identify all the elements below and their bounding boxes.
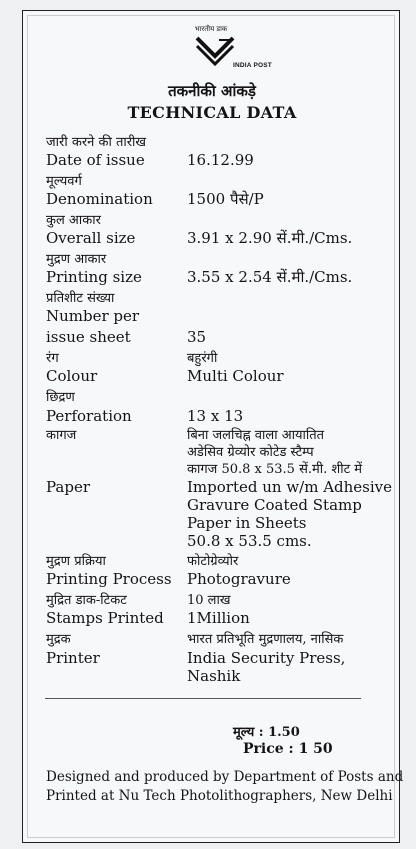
india-post-emblem-icon (195, 34, 235, 68)
hindi-label: मुद्रण प्रक्रिया (46, 554, 106, 569)
row-value: Gravure Coated Stamp (187, 496, 362, 514)
hindi-label: मुद्रण आकार (46, 252, 107, 267)
india-post-logo (23, 25, 401, 83)
hindi-value: अडेसिव ग्रेव्योर कोटेड स्टैम्प (187, 445, 314, 460)
row-value: 35 (187, 328, 207, 346)
price-english: Price : 1 50 (243, 741, 333, 757)
row-label: Perforation (46, 407, 132, 425)
hindi-label: कागज (46, 428, 77, 443)
row-value: 3.55 x 2.54 सें.मी./Cms. (187, 268, 353, 286)
hindi-label: मुद्रित डाक-टिकट (46, 593, 127, 608)
hindi-label: मुद्रक (46, 632, 71, 647)
row-value: Photogravure (187, 570, 291, 588)
row-label: Colour (46, 367, 98, 385)
technical-data-sheet (22, 10, 404, 843)
row-label: issue sheet (46, 328, 131, 346)
hindi-value: बहुरंगी (187, 351, 218, 366)
hindi-value: बिना जलचिह्न वाला आयातित (187, 428, 325, 443)
row-label: Date of issue (46, 151, 145, 169)
hindi-label: मूल्यवर्ग (46, 174, 82, 189)
logo-english-text: INDIA POST (233, 62, 272, 69)
logo-hindi-text: भारतीय डाक (194, 25, 228, 33)
row-label: Stamps Printed (46, 609, 164, 627)
row-value: India Security Press, (187, 649, 346, 667)
row-value: 1Million (187, 609, 250, 627)
hindi-value: भारत प्रतिभूति मुद्रणालय, नासिक (187, 632, 344, 647)
credits-line: Designed and produced by Department of Posts and (46, 769, 404, 785)
row-value: 3.91 x 2.90 सें.मी./Cms. (187, 229, 353, 247)
row-label: Paper (46, 478, 91, 496)
hindi-label: रंग (46, 351, 59, 366)
credits-line: Printed at Nu Tech Photolithographers, New Delhi (46, 788, 393, 804)
row-value: Multi Colour (187, 367, 284, 385)
hindi-value: कागज 50.8 x 53.5 सें.मी. शीट में (187, 462, 363, 477)
hindi-label: छिद्रण (46, 390, 75, 405)
title-english: TECHNICAL DATA (127, 103, 297, 122)
credits (46, 768, 404, 806)
hindi-label: प्रतिशीट संख्या (46, 291, 115, 306)
row-label: Printing Process (46, 570, 172, 588)
row-label: Printer (46, 649, 100, 667)
row-value: Nashik (187, 667, 241, 685)
row-value: 50.8 x 53.5 cms. (187, 532, 312, 550)
hindi-value: फोटोग्रेव्योर (187, 554, 239, 569)
title-hindi: तकनीकी आंकड़े (168, 82, 256, 100)
row-value: 16.12.99 (187, 151, 254, 169)
divider (45, 698, 361, 699)
row-label: Denomination (46, 190, 153, 208)
row-label: Number per (46, 307, 140, 325)
row-label: Overall size (46, 229, 136, 247)
row-value: Paper in Sheets (187, 514, 307, 532)
price-hindi: मूल्य : 1.50 (233, 725, 300, 740)
row-label: Printing size (46, 268, 142, 286)
row-value: 13 x 13 (187, 407, 244, 425)
hindi-label: जारी करने की तारीख (46, 135, 147, 150)
hindi-value: 10 लाख (187, 593, 231, 608)
row-value: Imported un w/m Adhesive (187, 478, 393, 496)
row-value: 1500 पैसे/P (187, 190, 264, 208)
hindi-label: कुल आकार (46, 213, 101, 228)
